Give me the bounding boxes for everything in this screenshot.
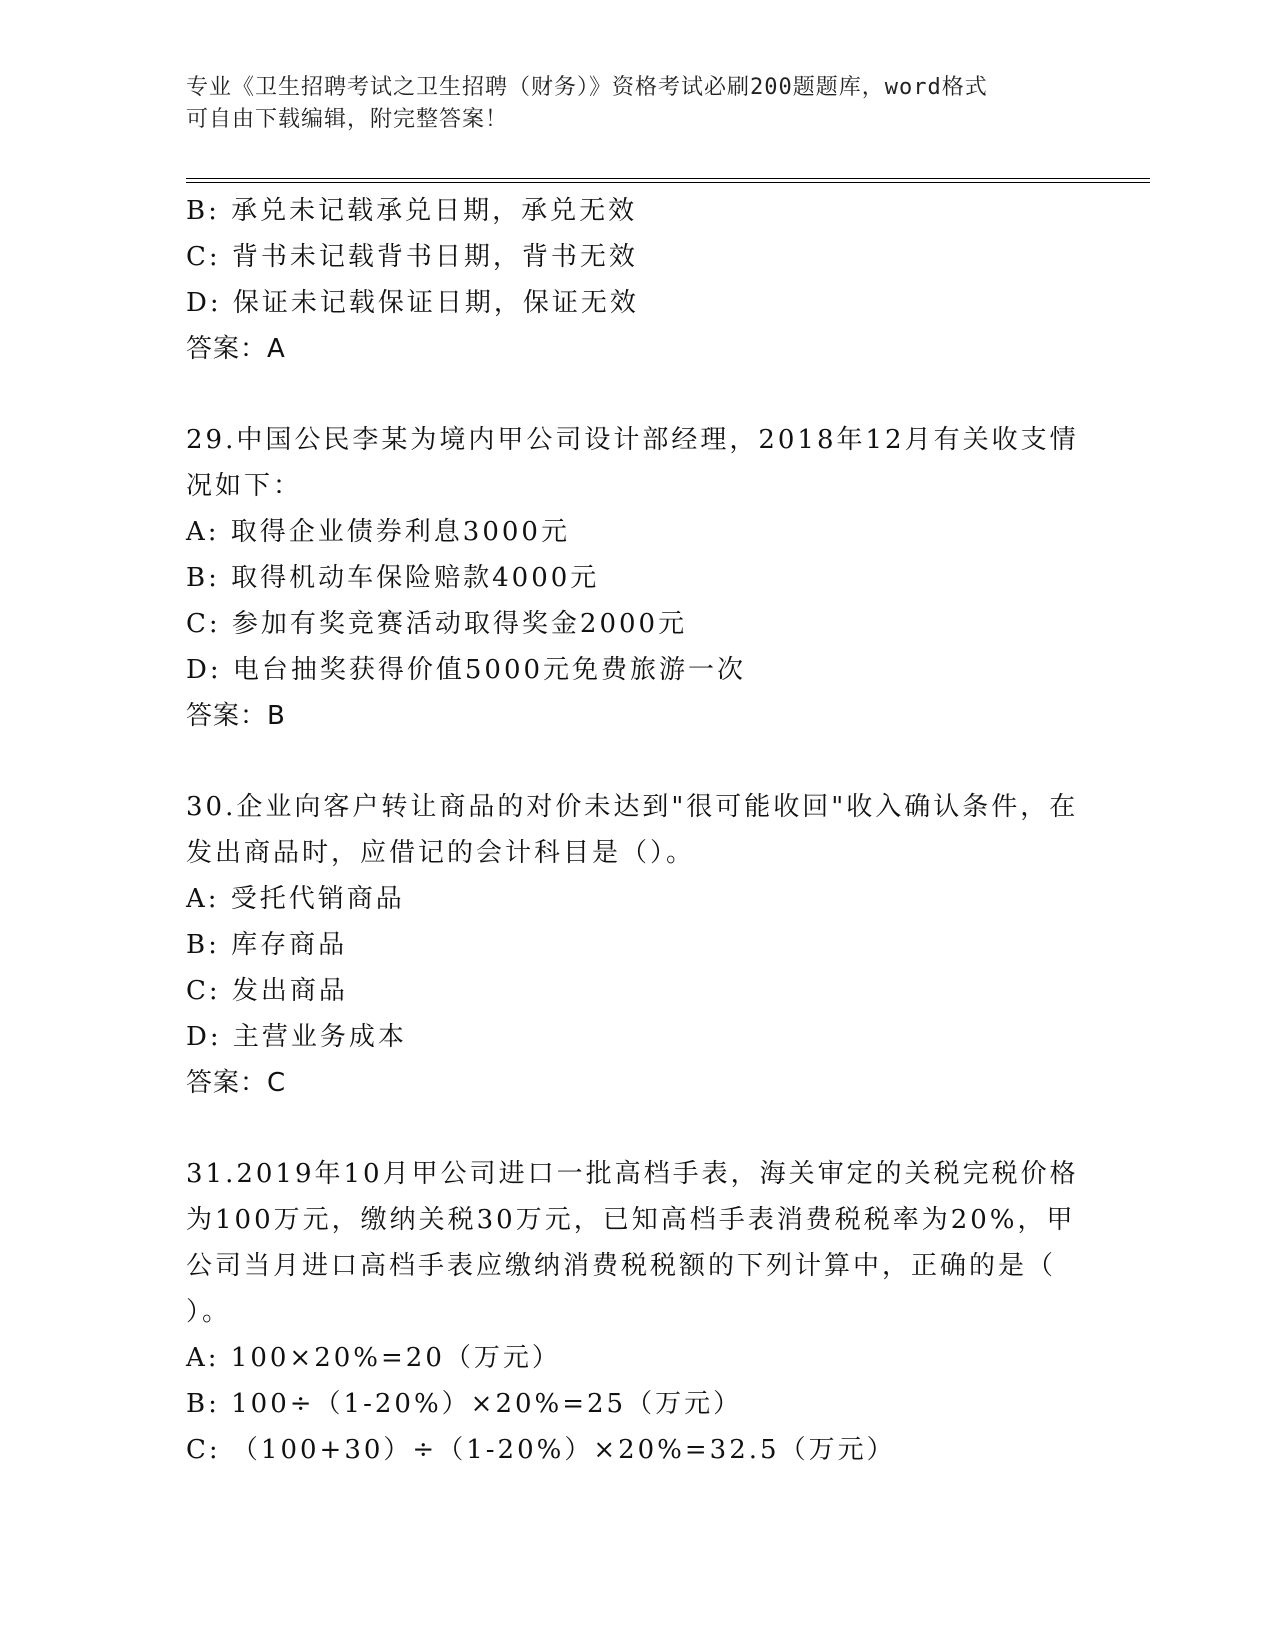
answer-line: 答案：C — [186, 1068, 287, 1098]
option-b: B: 承兑未记载承兑日期，承兑无效 — [186, 196, 638, 226]
answer-line: 答案：A — [186, 334, 286, 364]
header-line-1: 专业《卫生招聘考试之卫生招聘（财务）》资格考试必刷200题题库，word格式 — [186, 75, 988, 100]
option-b: B: 库存商品 — [186, 930, 348, 960]
header-divider-top — [186, 178, 1150, 179]
document-header — [186, 72, 1066, 136]
question-29 — [186, 417, 1086, 739]
option-c: C: （100+30）÷（1-20%）×20%=32.5（万元） — [186, 1435, 896, 1465]
question-stem-line: 29.中国公民李某为境内甲公司设计部经理，2018年12月有关收支情 — [186, 425, 1079, 455]
option-a: A: 受托代销商品 — [186, 884, 405, 914]
option-b: B: 取得机动车保险赔款4000元 — [186, 563, 600, 593]
question-list — [186, 188, 1086, 1473]
question-stem-line: 30.企业向客户转让商品的对价未达到"很可能收回"收入确认条件，在 — [186, 792, 1079, 822]
question-stem-line: 公司当月进口高档手表应缴纳消费税税额的下列计算中，正确的是（ — [186, 1251, 1057, 1281]
header-divider-bottom — [186, 182, 1150, 183]
header-line-2: 可自由下载编辑，附完整答案！ — [186, 107, 509, 132]
option-a: A: 取得企业债券利息3000元 — [186, 517, 570, 547]
answer-line: 答案：B — [186, 701, 286, 731]
question-stem-line: ）。 — [186, 1297, 232, 1327]
option-d: D: 主营业务成本 — [186, 1022, 407, 1052]
option-d: D: 保证未记载保证日期，保证无效 — [186, 288, 639, 318]
option-b: B: 100÷（1-20%）×20%=25（万元） — [186, 1389, 743, 1419]
option-c: C: 背书未记载背书日期，背书无效 — [186, 242, 638, 272]
question-stem-line: 为100万元，缴纳关税30万元，已知高档手表消费税税率为20%，甲 — [186, 1205, 1076, 1235]
option-d: D: 电台抽奖获得价值5000元免费旅游一次 — [186, 655, 747, 685]
question-stem-line: 况如下： — [186, 471, 303, 501]
option-c: C: 参加有奖竞赛活动取得奖金2000元 — [186, 609, 688, 639]
option-c: C: 发出商品 — [186, 976, 348, 1006]
question-28-continuation — [186, 188, 1086, 372]
option-a: A: 100×20%=20（万元） — [186, 1343, 561, 1373]
question-stem-line: 31.2019年10月甲公司进口一批高档手表，海关审定的关税完税价格 — [186, 1159, 1079, 1189]
question-30 — [186, 784, 1086, 1106]
question-31 — [186, 1151, 1086, 1473]
question-stem-line: 发出商品时，应借记的会计科目是（）。 — [186, 838, 696, 868]
